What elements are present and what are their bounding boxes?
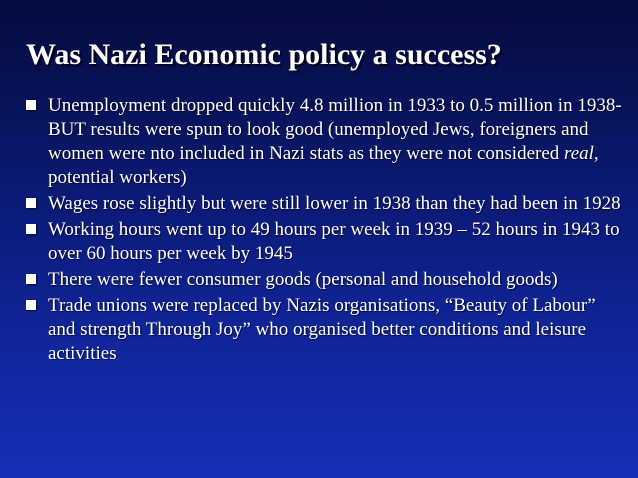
bullet-item [22, 192, 622, 216]
square-bullet-icon [26, 100, 36, 110]
square-bullet-icon [26, 300, 36, 310]
bullet-text: Wages rose slightly but were still lower in 1938 than they had been in 1928 [48, 193, 621, 214]
bullet-item [22, 294, 622, 366]
slide-title: Was Nazi Economic policy a success? [26, 38, 502, 71]
square-bullet-icon [26, 224, 36, 234]
bullet-text: Working hours went up to 49 hours per week in 1939 – 52 hours in 1943 to over 60 hours per week by 1945 [48, 219, 620, 264]
square-bullet-icon [26, 274, 36, 284]
bullet-item [22, 218, 622, 266]
bullet-item [22, 268, 622, 292]
bullet-text: Unemployment dropped quickly 4.8 million in 1933 to 0.5 million in 1938-BUT results were spun to look good (unemployed Jews, foreigners and women were nto included in Nazi stats as they were not considered real, potential workers) [48, 95, 622, 188]
bullet-text: There were fewer consumer goods (personal and household goods) [48, 269, 558, 290]
square-bullet-icon [26, 198, 36, 208]
bullet-list [22, 94, 622, 368]
bullet-item [22, 94, 622, 190]
bullet-text: Trade unions were replaced by Nazis organisations, “Beauty of Labour” and strength Through Joy” who organised better conditions and leisure activities [48, 295, 596, 364]
